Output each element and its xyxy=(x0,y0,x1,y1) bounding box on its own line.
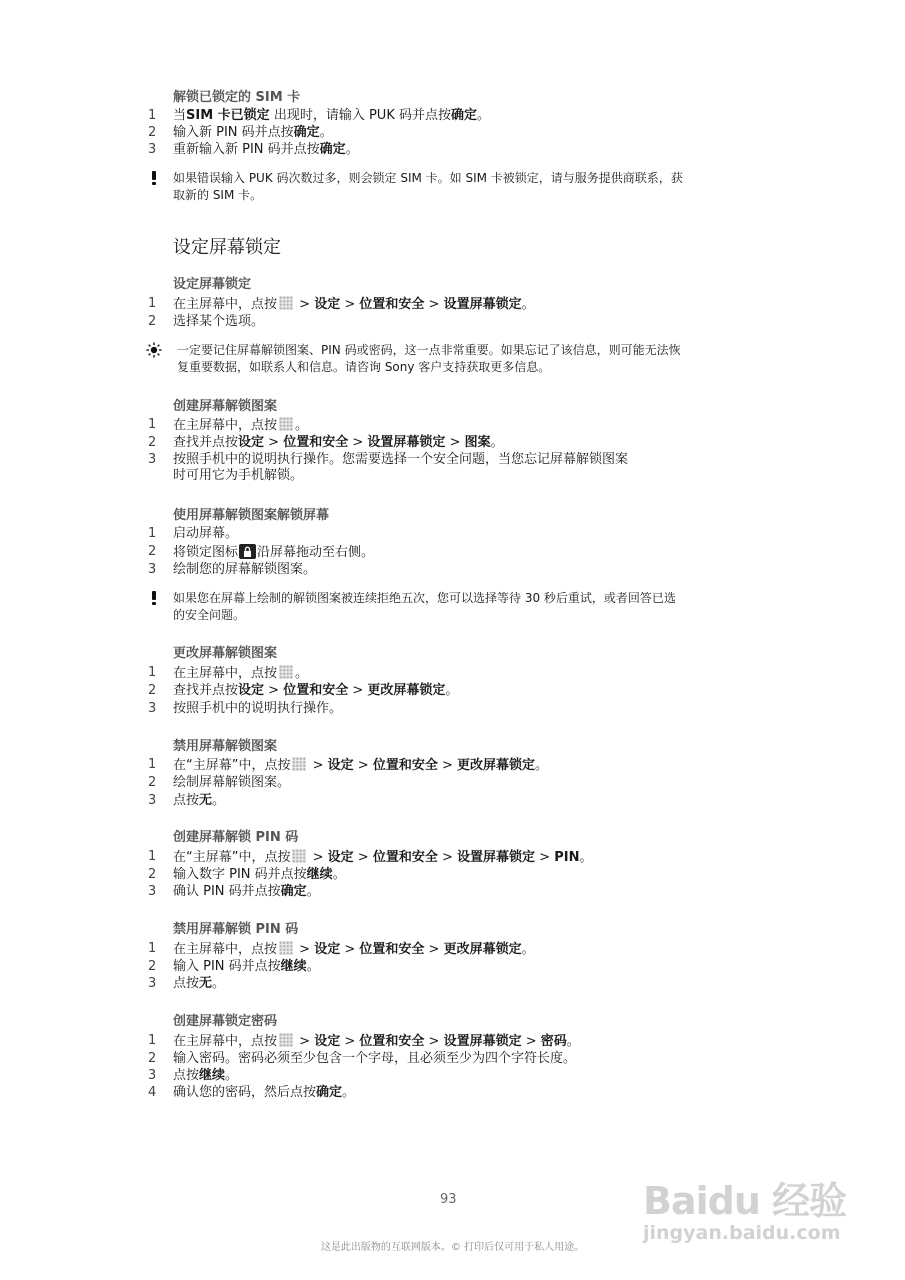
tip-lightbulb-icon xyxy=(146,342,162,358)
step-text: 按照手机中的说明执行操作。您需要选择一个安全问题，当您忘记屏幕解锁图案 xyxy=(173,452,629,467)
ui-term: 确定 xyxy=(280,884,307,899)
ui-term: 无 xyxy=(199,976,213,991)
note-line: 取新的 SIM 卡。 xyxy=(173,188,263,202)
step-text: 当 xyxy=(173,108,187,123)
step-number: 3 xyxy=(148,884,157,899)
note-line: 如果错误输入 PUK 码次数过多，则会锁定 SIM 卡。如 SIM 卡被锁定，请与服务提供商联系，获 xyxy=(173,171,683,185)
page-number: 93 xyxy=(440,1192,457,1207)
apps-grid-icon xyxy=(292,849,306,863)
ui-term: 密码 xyxy=(540,1034,567,1049)
step-text: 沿屏幕拖动至右侧。 xyxy=(257,545,375,560)
ui-term: 继续 xyxy=(306,867,333,882)
apps-grid-icon xyxy=(279,941,293,955)
ui-term: 位置和安全 xyxy=(359,1034,425,1049)
step-text: 出现时，请输入 PUK 码并点按 xyxy=(273,108,451,123)
ui-term: 更改屏幕锁定 xyxy=(457,758,536,773)
ui-term: PIN xyxy=(554,850,580,865)
ui-term: 设置屏幕锁定 xyxy=(443,1034,522,1049)
ui-term: SIM 卡已锁定 xyxy=(186,108,270,123)
step-text: 在“主屏幕”中，点按 xyxy=(173,850,291,865)
step-text: 输入数字 PIN 码并点按 xyxy=(173,867,307,882)
step-number: 3 xyxy=(148,1068,157,1083)
step-number: 3 xyxy=(148,701,157,716)
step-number: 1 xyxy=(148,665,157,680)
step-text: 选择某个选项。 xyxy=(173,314,265,329)
step-number: 2 xyxy=(148,959,157,974)
ui-term: 设定 xyxy=(314,942,341,957)
ui-term: 位置和安全 xyxy=(283,683,349,698)
step-number: 1 xyxy=(148,526,157,541)
step-text: 启动屏幕。 xyxy=(173,526,239,541)
step-number: 2 xyxy=(148,683,157,698)
step-number: 4 xyxy=(148,1085,157,1100)
apps-grid-icon xyxy=(279,417,293,431)
step-text: 重新输入新 PIN 码并点按 xyxy=(173,142,320,157)
section-heading: 设定屏幕锁定 xyxy=(173,237,281,258)
step-text: 输入密码。密码必须至少包含一个字母，且必须至少为四个字符长度。 xyxy=(173,1051,577,1066)
subheading-create-password: 创建屏幕锁定密码 xyxy=(173,1014,278,1029)
step-text: 点按 xyxy=(173,1068,200,1083)
step-number: 3 xyxy=(148,793,157,808)
subheading-set-lock: 设定屏幕锁定 xyxy=(173,277,252,292)
note-line: 的安全问题。 xyxy=(173,608,246,622)
step-number: 1 xyxy=(148,108,157,123)
subheading-disable-pattern: 禁用屏幕解锁图案 xyxy=(173,739,278,754)
watermark-logo: Baidu 经验 xyxy=(643,1179,847,1223)
ui-term: 位置和安全 xyxy=(372,850,438,865)
step-number: 1 xyxy=(148,417,157,432)
ui-term: 位置和安全 xyxy=(283,435,349,450)
step-text: 在主屏幕中，点按 xyxy=(173,942,278,957)
ui-term: 设定 xyxy=(238,435,265,450)
step-text: 在主屏幕中，点按 xyxy=(173,1034,278,1049)
ui-term: 更改屏幕锁定 xyxy=(367,683,446,698)
ui-term: 位置和安全 xyxy=(359,297,425,312)
ui-term: 设定 xyxy=(327,850,354,865)
ui-term: 设定 xyxy=(327,758,354,773)
ui-term: 更改屏幕锁定 xyxy=(443,942,522,957)
subheading-unlock-sim: 解锁已锁定的 SIM 卡 xyxy=(173,90,301,105)
step-text: 绘制您的屏幕解锁图案。 xyxy=(173,562,317,577)
apps-grid-icon xyxy=(279,665,293,679)
warning-icon xyxy=(146,170,162,186)
step-number: 3 xyxy=(148,142,157,157)
ui-term: 设定 xyxy=(314,297,341,312)
ui-term: 位置和安全 xyxy=(372,758,438,773)
step-text: 查找并点按 xyxy=(173,435,239,450)
subheading-create-pin: 创建屏幕解锁 PIN 码 xyxy=(173,830,299,845)
step-text: 确认您的密码，然后点按 xyxy=(173,1085,317,1100)
step-text: 将锁定图标 xyxy=(173,545,239,560)
ui-term: 位置和安全 xyxy=(359,942,425,957)
step-number: 2 xyxy=(148,867,157,882)
note-line: 复重要数据，如联系人和信息。请咨询 Sony 客户支持获取更多信息。 xyxy=(177,360,551,374)
ui-term: 继续 xyxy=(199,1068,226,1083)
step-text: 在主屏幕中，点按 xyxy=(173,666,278,681)
step-number: 2 xyxy=(148,775,157,790)
note-line: 一定要记住屏幕解锁图案、PIN 码或密码，这一点非常重要。如果忘记了该信息，则可能无法恢 xyxy=(177,343,681,357)
step-number: 1 xyxy=(148,1033,157,1048)
step-number: 2 xyxy=(148,544,157,559)
page-footer: 这是此出版物的互联网版本。© 打印后仅可用于私人用途。 xyxy=(320,1242,585,1253)
ui-term: 确定 xyxy=(450,108,477,123)
step-text: 点按 xyxy=(173,976,200,991)
step-number: 1 xyxy=(148,941,157,956)
step-number: 1 xyxy=(148,296,157,311)
apps-grid-icon xyxy=(279,1033,293,1047)
ui-term: 确定 xyxy=(316,1085,343,1100)
step-number: 1 xyxy=(148,849,157,864)
ui-term: 图案 xyxy=(464,435,491,450)
step-text: 确认 PIN 码并点按 xyxy=(173,884,281,899)
step-number: 3 xyxy=(148,562,157,577)
subheading-change-pattern: 更改屏幕解锁图案 xyxy=(173,646,278,661)
step-text: 输入新 PIN 码并点按 xyxy=(173,125,294,140)
note-line: 如果您在屏幕上绘制的解锁图案被连续拒绝五次，您可以选择等待 30 秒后重试，或者回答已选 xyxy=(173,591,676,605)
ui-term: 无 xyxy=(199,793,213,808)
warning-icon xyxy=(146,590,162,606)
ui-term: 确定 xyxy=(319,142,346,157)
step-number: 3 xyxy=(148,976,157,991)
step-text: 按照手机中的说明执行操作。 xyxy=(173,701,343,716)
step-text: 时可用它为手机解锁。 xyxy=(173,468,304,483)
step-number: 2 xyxy=(148,125,157,140)
step-text: 在“主屏幕”中，点按 xyxy=(173,758,291,773)
step-number: 2 xyxy=(148,314,157,329)
step-number: 2 xyxy=(148,1051,157,1066)
subheading-create-pattern: 创建屏幕解锁图案 xyxy=(173,399,278,414)
step-text: 查找并点按 xyxy=(173,683,239,698)
step-number: 2 xyxy=(148,435,157,450)
subheading-disable-pin: 禁用屏幕解锁 PIN 码 xyxy=(173,922,299,937)
lock-icon xyxy=(239,544,256,559)
step-text: 点按 xyxy=(173,793,200,808)
step-text: 输入 PIN 码并点按 xyxy=(173,959,281,974)
watermark-url: jingyan.baidu.com xyxy=(643,1222,841,1244)
ui-term: 设置屏幕锁定 xyxy=(443,297,522,312)
step-text: 在主屏幕中，点按 xyxy=(173,418,278,433)
ui-term: 设置屏幕锁定 xyxy=(367,435,446,450)
step-number: 3 xyxy=(148,452,157,467)
step-text: 绘制屏幕解锁图案。 xyxy=(173,775,291,790)
ui-term: 继续 xyxy=(280,959,307,974)
ui-term: 设置屏幕锁定 xyxy=(457,850,536,865)
apps-grid-icon xyxy=(279,296,293,310)
ui-term: 设定 xyxy=(314,1034,341,1049)
subheading-use-pattern: 使用屏幕解锁图案解锁屏幕 xyxy=(173,508,330,523)
ui-term: 确定 xyxy=(293,125,320,140)
apps-grid-icon xyxy=(292,757,306,771)
step-text: 在主屏幕中，点按 xyxy=(173,297,278,312)
ui-term: 设定 xyxy=(238,683,265,698)
step-number: 1 xyxy=(148,757,157,772)
